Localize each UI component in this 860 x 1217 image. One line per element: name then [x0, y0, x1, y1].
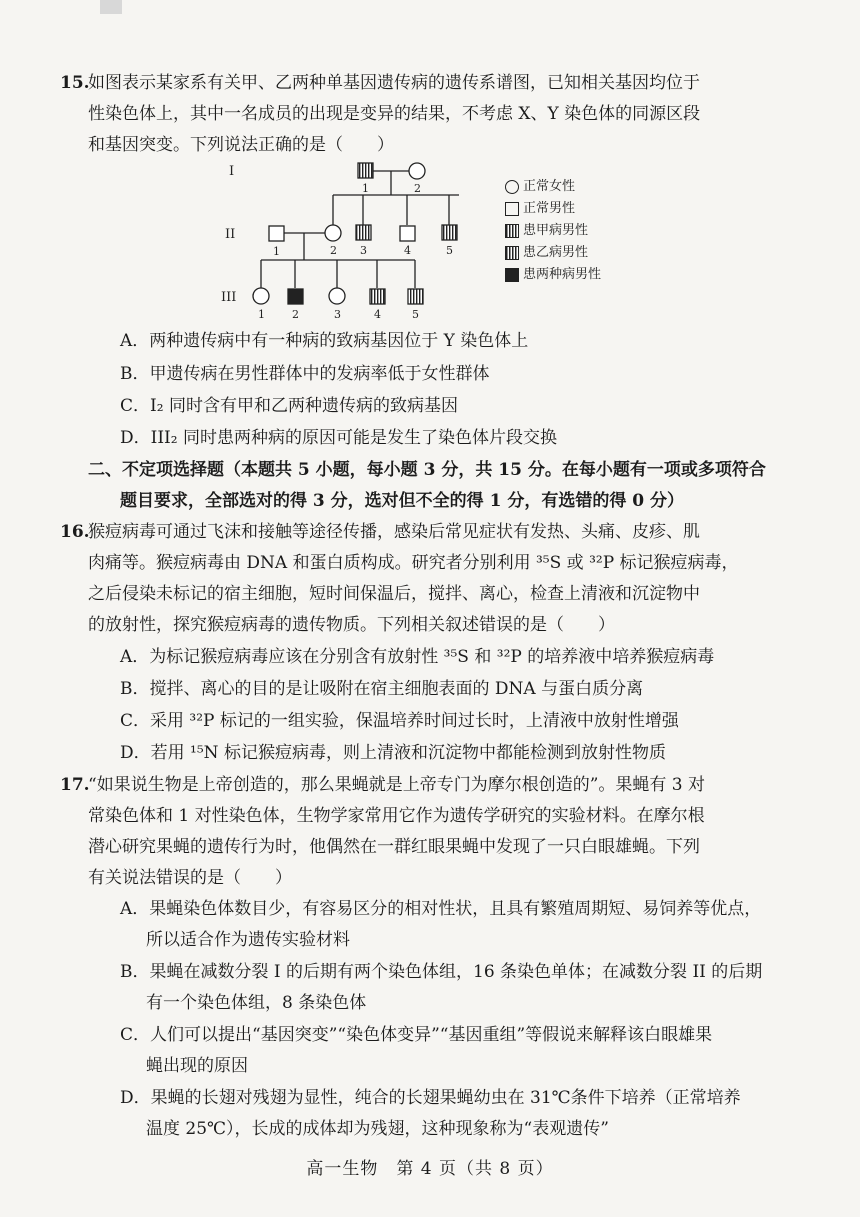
- gen-label: II: [225, 227, 236, 242]
- individual-number: 4: [374, 308, 381, 320]
- stem-line: 有关说法错误的是（ ）: [88, 868, 292, 888]
- pedigree-III3: [329, 288, 345, 304]
- stem-line: “如果说生物是上帝创造的，那么果蝇就是上帝专门为摩尔根创造的”。果蝇有 3 对: [88, 775, 706, 795]
- gen-label: III: [221, 290, 237, 305]
- individual-number: 2: [414, 182, 421, 195]
- pedigree-III5: [408, 289, 423, 304]
- individual-number: 1: [273, 245, 280, 258]
- option-a: [120, 894, 765, 956]
- page-footer: 高一生物 第 4 页（共 8 页）: [306, 1159, 554, 1179]
- option-c: C．采用 ³²P 标记的一组实验，保温培养时间过长时，上清液中放射性增强: [120, 711, 679, 731]
- option-text-cont: 蝇出现的原因: [146, 1056, 248, 1076]
- pedigree-II4: [400, 226, 415, 241]
- option-text: A．果蝇染色体数目少，有容易区分的相对性状，且具有繁殖周期短、易饲养等优点，: [120, 899, 762, 919]
- stem-line: 潜心研究果蝇的遗传行为时，他偶然在一群红眼果蝇中发现了一只白眼雄蝇。下列: [88, 837, 700, 857]
- legend-label: 患两种病男性: [523, 267, 602, 282]
- pedigree-II1: [269, 226, 284, 241]
- option-text: B．果蝇在减数分裂 I 的后期有两个染色体组，16 条染色单体；在减数分裂 II 的后期: [120, 962, 763, 982]
- option-d: [120, 1083, 765, 1145]
- pedigree-I2: [409, 163, 425, 179]
- section-heading: 二、不定项选择题（本题共 5 小题，每小题 3 分，共 15 分。在每小题有一项或多项符合: [88, 460, 766, 480]
- legend-label: 正常男性: [523, 201, 576, 216]
- legend-item: [505, 198, 601, 220]
- pedigree-III1: [253, 288, 269, 304]
- scan-mark: [100, 0, 122, 14]
- stem-line: 之后侵染未标记的宿主细胞，短时间保温后，搅拌、离心，检查上清液和沉淀物中: [88, 584, 700, 604]
- stem-line: 性染色体上，其中一名成员的出现是变异的结果，不考虑 X、Y 染色体的同源区段: [88, 104, 701, 124]
- stem-line: 的放射性，探究猴痘病毒的遗传物质。下列相关叙述错误的是（ ）: [88, 615, 615, 635]
- pedigree-chart: [215, 150, 485, 320]
- question-number: 17.: [60, 775, 90, 795]
- question-16-stem: [60, 517, 778, 641]
- stem-line: 常染色体和 1 对性染色体，生物学家常用它作为遗传学研究的实验材料。在摩尔根: [88, 806, 705, 826]
- option-text: C．人们可以提出“基因突变”“染色体变异”“基因重组”等假说来解释该白眼雄果: [120, 1025, 713, 1045]
- section-heading-cont: 题目要求，全部选对的得 3 分，选对但不全的得 1 分，有选错的得 0 分）: [120, 491, 684, 511]
- individual-number: 2: [292, 308, 299, 320]
- option-text-cont: 温度 25℃），长成的成体却为残翅，这种现象称为“表观遗传”: [146, 1119, 609, 1139]
- legend-label: 正常女性: [523, 179, 576, 194]
- question-17-stem: [60, 770, 778, 894]
- legend-item: [505, 242, 601, 264]
- individual-number: 1: [362, 182, 369, 195]
- option-text: D．果蝇的长翅对残翅为显性，纯合的长翅果蝇幼虫在 31℃条件下培养（正常培养: [120, 1088, 741, 1108]
- stem-line: 肉痛等。猴痘病毒由 DNA 和蛋白质构成。研究者分别利用 ³⁵S 或 ³²P 标记猴痘病毒，: [88, 553, 739, 573]
- hatch-square-icon: [505, 246, 519, 260]
- individual-number: 3: [334, 308, 341, 320]
- individual-number: 2: [330, 244, 337, 257]
- square-icon: [505, 202, 519, 216]
- pedigree-II3: [356, 225, 371, 240]
- pedigree-legend: [505, 176, 601, 286]
- stem-line: 如图表示某家系有关甲、乙两种单基因遗传病的遗传系谱图，已知相关基因均位于: [88, 73, 700, 93]
- option-b: [120, 957, 765, 1019]
- filled-square-icon: [505, 268, 519, 282]
- stem-line: 和基因突变。下列说法正确的是（ ）: [88, 135, 394, 155]
- option-d: D．若用 ¹⁵N 标记猴痘病毒，则上清液和沉淀物中都能检测到放射性物质: [120, 743, 666, 763]
- option-a: A．为标记猴痘病毒应该在分别含有放射性 ³⁵S 和 ³²P 的培养液中培养猴痘病毒: [120, 647, 715, 667]
- stem-line: 猴痘病毒可通过飞沫和接触等途径传播，感染后常见症状有发热、头痛、皮疹、肌: [88, 522, 700, 542]
- legend-item: [505, 264, 601, 286]
- option-text-cont: 所以适合作为遗传实验材料: [146, 930, 350, 950]
- individual-number: 5: [412, 308, 419, 320]
- hatch-square-icon: [505, 224, 519, 238]
- question-number: 16.: [60, 522, 90, 542]
- pedigree-III2: [288, 289, 303, 304]
- option-b: B．甲遗传病在男性群体中的发病率低于女性群体: [120, 364, 490, 384]
- option-a: A．两种遗传病中有一种病的致病基因位于 Y 染色体上: [120, 331, 529, 351]
- circle-icon: [505, 180, 519, 194]
- individual-number: 4: [404, 244, 411, 257]
- individual-number: 1: [258, 308, 265, 320]
- pedigree-II2: [325, 225, 341, 241]
- legend-item: [505, 176, 601, 198]
- pedigree-II5: [442, 225, 457, 240]
- legend-label: 患甲病男性: [523, 223, 589, 238]
- legend-label: 患乙病男性: [523, 245, 589, 260]
- option-c: C．I₂ 同时含有甲和乙两种遗传病的致病基因: [120, 396, 458, 416]
- gen-label: I: [229, 164, 235, 179]
- question-number: 15.: [60, 73, 90, 93]
- question-15-stem: [60, 68, 778, 161]
- option-text-cont: 有一个染色体组，8 条染色体: [146, 993, 367, 1013]
- option-c: [120, 1020, 765, 1082]
- option-b: B．搅拌、离心的目的是让吸附在宿主细胞表面的 DNA 与蛋白质分离: [120, 679, 644, 699]
- pedigree-III4: [370, 289, 385, 304]
- individual-number: 5: [446, 244, 453, 257]
- legend-item: [505, 220, 601, 242]
- option-d: D．III₂ 同时患两种病的原因可能是发生了染色体片段交换: [120, 428, 557, 448]
- pedigree-I1: [358, 163, 373, 178]
- individual-number: 3: [360, 244, 367, 257]
